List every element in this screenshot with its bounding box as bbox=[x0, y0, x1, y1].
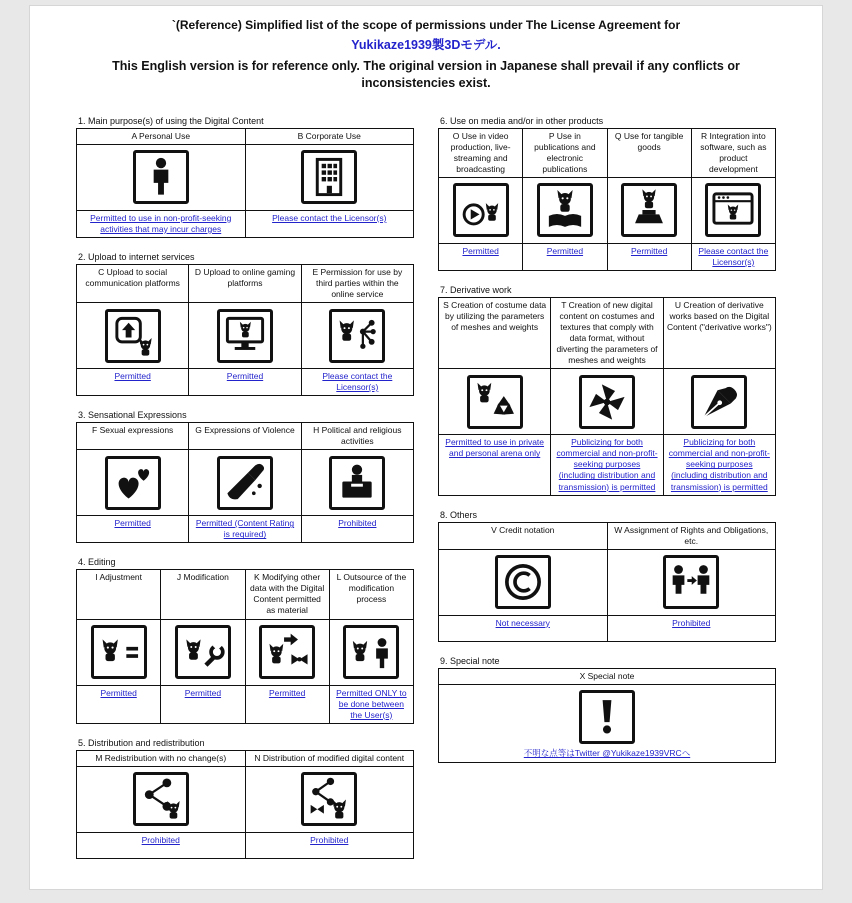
category-label-u: U Creation of derivative works based on the Digital Content ("derivative works") bbox=[663, 298, 775, 369]
permission-result-k[interactable]: Permitted bbox=[245, 685, 329, 723]
section-2-upload bbox=[76, 252, 414, 396]
category-label-l: L Outsource of the modification process bbox=[329, 570, 413, 619]
software-window-cat-icon bbox=[705, 183, 761, 237]
icon-cell-a bbox=[77, 144, 246, 210]
category-label-x: X Special note bbox=[439, 668, 776, 684]
publication-cat-icon bbox=[537, 183, 593, 237]
cat-ribbon-icon bbox=[259, 625, 315, 679]
ballot-box-icon bbox=[329, 456, 385, 510]
category-label-e: E Permission for use by third parties within the online service bbox=[301, 264, 413, 302]
permission-result-g[interactable]: Permitted (Content Rating is required) bbox=[189, 516, 301, 543]
category-label-r: R Integration into software, such as product development bbox=[691, 128, 775, 177]
permission-result-w[interactable]: Prohibited bbox=[607, 615, 776, 641]
document-disclaimer: This English version is for reference only. The original version in Japanese shall prevail if any conflicts or inconsistencies exist. bbox=[112, 59, 740, 90]
icon-cell-r bbox=[691, 177, 775, 243]
section-8-title: 8. Others bbox=[440, 509, 478, 520]
cat-wrench-icon bbox=[175, 625, 231, 679]
permission-result-q[interactable]: Permitted bbox=[607, 243, 691, 270]
section-8-table bbox=[438, 522, 776, 642]
section-7-title: 7. Derivative work bbox=[440, 285, 512, 296]
section-3-sensational bbox=[76, 410, 414, 543]
play-video-cat-icon bbox=[453, 183, 509, 237]
section-1-table bbox=[76, 128, 414, 238]
icon-cell-t bbox=[551, 369, 663, 435]
category-label-t: T Creation of new digital content on costumes and textures that comply with data format, without diverting the parameters of meshes and weights bbox=[551, 298, 663, 369]
icon-cell-m bbox=[77, 766, 246, 832]
icon-cell-i bbox=[77, 619, 161, 685]
permission-result-o[interactable]: Permitted bbox=[439, 243, 523, 270]
permission-result-e[interactable]: Please contact the Licensor(s) bbox=[301, 369, 413, 396]
category-label-i: I Adjustment bbox=[77, 570, 161, 619]
permission-result-i[interactable]: Permitted bbox=[77, 685, 161, 723]
copyright-icon bbox=[495, 555, 551, 609]
permission-result-u[interactable]: Publicizing for both commercial and non-profit-seeking purposes (including distribution and transmission) is permitted bbox=[663, 435, 775, 495]
icon-cell-q bbox=[607, 177, 691, 243]
icon-cell-g bbox=[189, 450, 301, 516]
document-title-model-name: Yukikaze1939製3Dモデル. bbox=[351, 38, 501, 52]
icon-cell-u bbox=[663, 369, 775, 435]
category-label-n: N Distribution of modified digital content bbox=[245, 750, 414, 766]
icon-cell-b bbox=[245, 144, 414, 210]
category-label-j: J Modification bbox=[161, 570, 245, 619]
section-2-title: 2. Upload to internet services bbox=[78, 251, 195, 262]
section-2-table bbox=[76, 264, 414, 396]
section-1-title: 1. Main purpose(s) of using the Digital Content bbox=[78, 115, 264, 126]
right-column bbox=[438, 116, 776, 873]
category-label-m: M Redistribution with no change(s) bbox=[77, 750, 246, 766]
permission-result-j[interactable]: Permitted bbox=[161, 685, 245, 723]
costume-recycle-cat-icon bbox=[467, 375, 523, 429]
category-label-d: D Upload to online gaming platforms bbox=[189, 264, 301, 302]
category-label-p: P Use in publications and electronic publications bbox=[523, 128, 607, 177]
network-share-cat-icon bbox=[329, 309, 385, 363]
left-column bbox=[76, 116, 414, 873]
category-label-k: K Modifying other data with the Digital Content permitted as material bbox=[245, 570, 329, 619]
category-label-c: C Upload to social communication platforms bbox=[77, 264, 189, 302]
special-note-cell bbox=[439, 684, 776, 762]
section-7-derivative-work bbox=[438, 285, 776, 496]
icon-cell-s bbox=[439, 369, 551, 435]
category-label-f: F Sexual expressions bbox=[77, 423, 189, 450]
share-modified-cat-icon bbox=[301, 772, 357, 826]
category-label-o: O Use in video production, live-streaming and broadcasting bbox=[439, 128, 523, 177]
icon-cell-p bbox=[523, 177, 607, 243]
icon-cell-o bbox=[439, 177, 523, 243]
share-cat-icon bbox=[133, 772, 189, 826]
section-5-table bbox=[76, 750, 414, 859]
permission-result-r[interactable]: Please contact the Licensor(s) bbox=[691, 243, 775, 270]
knife-icon bbox=[217, 456, 273, 510]
category-label-w: W Assignment of Rights and Obligations, etc. bbox=[607, 522, 776, 549]
permission-result-m[interactable]: Prohibited bbox=[77, 832, 246, 858]
hearts-icon bbox=[105, 456, 161, 510]
permission-result-h[interactable]: Prohibited bbox=[301, 516, 413, 543]
section-5-title: 5. Distribution and redistribution bbox=[78, 737, 205, 748]
exclamation-icon bbox=[579, 690, 635, 744]
section-6-title: 6. Use on media and/or in other products bbox=[440, 115, 604, 126]
icon-cell-w bbox=[607, 549, 776, 615]
section-8-others bbox=[438, 510, 776, 642]
icon-cell-k bbox=[245, 619, 329, 685]
section-9-title: 9. Special note bbox=[440, 655, 500, 666]
icon-cell-l bbox=[329, 619, 413, 685]
monitor-cat-icon bbox=[217, 309, 273, 363]
permission-result-t[interactable]: Publicizing for both commercial and non-profit-seeking purposes (including distribution and transmission) is permitted bbox=[551, 435, 663, 495]
permission-result-s[interactable]: Permitted to use in private and personal arena only bbox=[439, 435, 551, 495]
permission-result-b[interactable]: Please contact the Licensor(s) bbox=[245, 210, 414, 237]
permission-result-d[interactable]: Permitted bbox=[189, 369, 301, 396]
icon-cell-f bbox=[77, 450, 189, 516]
building-icon bbox=[301, 150, 357, 204]
icon-cell-v bbox=[439, 549, 608, 615]
permission-result-n[interactable]: Prohibited bbox=[245, 832, 414, 858]
category-label-a: A Personal Use bbox=[77, 128, 246, 144]
rights-transfer-icon bbox=[663, 555, 719, 609]
section-9-table bbox=[438, 668, 776, 763]
icon-cell-n bbox=[245, 766, 414, 832]
permission-result-a[interactable]: Permitted to use in non-profit-seeking activities that may incur charges bbox=[77, 210, 246, 237]
category-label-s: S Creation of costume data by utilizing the parameters of meshes and weights bbox=[439, 298, 551, 369]
category-label-b: B Corporate Use bbox=[245, 128, 414, 144]
section-4-title: 4. Editing bbox=[78, 557, 116, 568]
section-3-title: 3. Sensational Expressions bbox=[78, 410, 187, 421]
category-label-h: H Political and religious activities bbox=[301, 423, 413, 450]
section-4-editing bbox=[76, 557, 414, 723]
section-3-table bbox=[76, 422, 414, 543]
permission-result-f[interactable]: Permitted bbox=[77, 516, 189, 543]
ribbon-pinwheel-icon bbox=[579, 375, 635, 429]
permission-result-c[interactable]: Permitted bbox=[77, 369, 189, 396]
figurine-pedestal-icon bbox=[621, 183, 677, 237]
section-7-table bbox=[438, 297, 776, 496]
icon-cell-e bbox=[301, 303, 413, 369]
cat-person-icon bbox=[343, 625, 399, 679]
section-5-distribution bbox=[76, 738, 414, 859]
icon-cell-h bbox=[301, 450, 413, 516]
section-9-special-note bbox=[438, 656, 776, 763]
special-note-twitter-link[interactable]: 不明な点等はTwitter @Yukikaze1939VRCへ bbox=[523, 748, 691, 759]
permission-result-l[interactable]: Permitted ONLY to be done between the User(s) bbox=[329, 685, 413, 723]
upload-cat-icon bbox=[105, 309, 161, 363]
cat-equals-icon bbox=[91, 625, 147, 679]
icon-cell-d bbox=[189, 303, 301, 369]
section-4-table bbox=[76, 569, 414, 723]
section-1-main-purpose bbox=[76, 116, 414, 238]
category-label-v: V Credit notation bbox=[439, 522, 608, 549]
fountain-pen-icon bbox=[691, 375, 747, 429]
category-label-q: Q Use for tangible goods bbox=[607, 128, 691, 177]
icon-cell-c bbox=[77, 303, 189, 369]
permission-result-p[interactable]: Permitted bbox=[523, 243, 607, 270]
person-icon bbox=[133, 150, 189, 204]
content-columns bbox=[30, 116, 822, 873]
icon-cell-j bbox=[161, 619, 245, 685]
permission-result-v[interactable]: Not necessary bbox=[439, 615, 608, 641]
category-label-g: G Expressions of Violence bbox=[189, 423, 301, 450]
section-6-table bbox=[438, 128, 776, 271]
document-page bbox=[30, 6, 822, 889]
section-6-media-products bbox=[438, 116, 776, 271]
document-title-line1: `(Reference) Simplified list of the scope of permissions under The License Agreement for bbox=[171, 18, 681, 32]
